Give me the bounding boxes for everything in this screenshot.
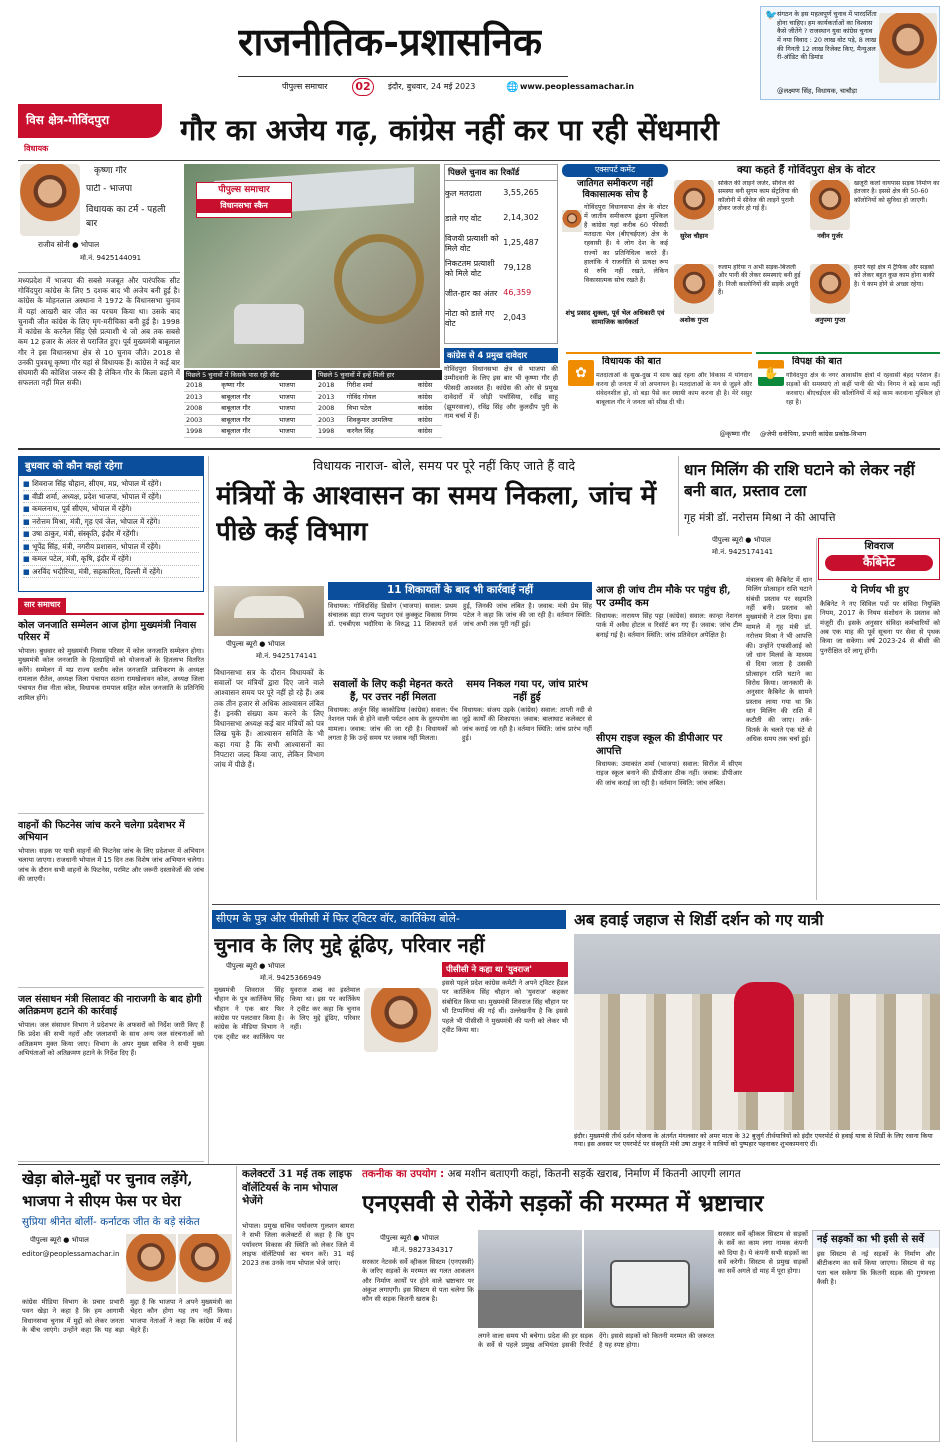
decisions-head: ये निर्णय भी हुए [851, 585, 909, 596]
who-where-item [23, 541, 199, 554]
contenders-body: गोविंदपुरा विधानसभा क्षेत्र से भाजपा की उम्मीदवारी के लिए इस बार भी कृष्णा गौर ही फीसदी आश्वस्त हैं। कांग्रेस की ओर से प्रमुख दावेदारों में जोड़ी पर्चासिया, रवींद्र साहू (झूमरवाला), रविंद्र सिंह और कुलदीप पुरी के नाम चर्चा में हैं। [444, 365, 558, 420]
seat-left-row [184, 414, 312, 425]
who-where-text: वीडी शर्मा, अध्यक्ष, प्रदेश भाजपा, भोपाल में रहेंगे। [32, 491, 162, 501]
record-value: 3,55,265 [503, 188, 539, 198]
lead-phone: मो.नं. 9425144091 [80, 254, 142, 262]
sar-item-body: भोपाल। बुधवार को मुख्यमंत्री निवास परिसर में कोल जनजाति सम्मेलन होगा। मुख्यमंत्री कोल जनजाति के हितग्राहियों को योजनाओं के हितलाभ वितरित करेंगे। सम्मेलन में मप्र राज्य स्तरीय कोल जनजाति प्राधिकरण के अध्यक्ष रामलाल रौतेल, अध्यक्ष जिला पंचायत सतना रामखेलावन कोल, अध्यक्ष जिला पंचायत रीवा नीता कोल, विधायक रामपाल सहित कोल जनजाति के प्रतिनिधि शामिल होंगे। [18, 646, 204, 702]
mla-label: विधायक [18, 142, 54, 157]
pcc-body: इससे पहले प्रदेश कांग्रेस कमेटी ने अपने ट्विटर हैंडल पर कार्तिकेय सिंह चौहान को 'युवराज' कहकर संबोधित किया था। मुख्यमंत्री शिवराज सिंह चौहान पर भी टिप्पणियां की गई थीं। उल्लेखनीय है कि इससे पहले भी पीसीसी ने मुख्यमंत्री की पत्नी को लेकर भी ट्वीट किया था। [442, 979, 568, 1034]
collector-body: भोपाल। प्रमुख सचिव पर्यावरण गुलशन बामरा ने सभी जिला कलेक्टरों से कहा है कि ग्रुप पर्यावरण विकास की स्थिति को लेकर जिले में लाइफ वॉलेंटियर्स का चयन करें। 31 मई 2023 तक उनके नाम भोपाल भेजे जाएं। [242, 1222, 354, 1268]
seat-right-cell: कांग्रेस [416, 426, 442, 437]
bullet-icon: ■ [23, 491, 33, 501]
mla-says-sig: @कृष्णा गौर [719, 430, 750, 438]
mla-says-box [566, 352, 752, 440]
kharge-headline-1: खेड़ा बोले-मुद्दों पर चुनाव लड़ेंगे, [22, 1170, 193, 1188]
voter-name: सुरेश चौहान [680, 231, 708, 240]
sar-list [18, 618, 204, 1162]
voter-card [672, 178, 804, 258]
kharge-byline: पीपुल्स ब्यूरो ● भोपाल [30, 1236, 89, 1244]
sar-item-body: भोपाल। सड़क पर यात्री वाहनों की फिटनेस जांच के लिए प्रदेशभर में अभियान चलाया जाएगा। राजधानी भोपाल में 15 दिन तक विशेष जांच अभियान चलेगा। जांच के दौरान सभी वाहनों के फिटनेस, परमिट और जरूरी दस्तावेजों की जांच की जाएगी। [18, 846, 204, 884]
voter-photo [674, 180, 714, 230]
sar-item-head: कोल जनजाति सम्मेलन आज होगा मुख्यमंत्री निवास परिसर में [18, 620, 197, 644]
expert-photo [562, 210, 582, 232]
record-value: 2,14,302 [503, 213, 539, 223]
record-table [445, 181, 557, 331]
who-where-item [23, 516, 199, 529]
seat-right-row [316, 391, 442, 402]
voter-photo [810, 264, 850, 314]
mla-term: विधायक का टर्म - पहली बार [86, 205, 166, 229]
seat-right-cell: 2018 [316, 380, 345, 391]
who-where-box [18, 456, 204, 592]
seat-left-cell: कृष्णा गौर [219, 380, 277, 391]
seat-table-right [316, 370, 442, 440]
seat-left-cell: बाबूलाल गौर [219, 403, 277, 414]
seat-left-cell: भाजपा [277, 380, 312, 391]
team-head: आज ही जांच टीम मौके पर पहुंच ही, पर उम्मीद कम [596, 585, 731, 609]
bullet-icon: ■ [23, 566, 33, 576]
nsv-body-3: सरकार सर्वे व्हीकल सिस्टम से सड़कों के सर्वे का काम लगा नामक कंपनी को दिया है। ये कंपनी सभी सड़कों का सर्वे करेगी। सिस्टम से प्रमुख सड़कों का सर्वे अगले दो माह में पूरा होगा। [718, 1230, 808, 1276]
seat-right-cell: कांग्रेस [416, 403, 442, 414]
mla-says-body: मतदाताओं के सुख-दुख में साथ खड़े रहना और विकास में योगदान करना ही जनता में जो अपनापन है। मतदाताओं के मन से जुड़ने और संवेदनशील हो, वो बड़ा पैसे कर स्थायी काम करना ही है। मेरे ससुर बाबूलाल गौर ने जनता को सीख दी थी। [596, 372, 752, 406]
masthead-title: राजनीतिक-प्रशासनिक [238, 19, 543, 64]
seat-left-cell: बाबूलाल गौर [219, 414, 277, 425]
nsv-side-head: नई सड़कों का भी इसी से सर्वे [813, 1231, 939, 1248]
record-value: 2,043 [503, 313, 527, 323]
record-label: डाले गए वोट [445, 213, 482, 223]
seat-right-cell: गोविंद गोयल [345, 391, 416, 402]
nsv-kicker-tag: तकनीक का उपयोग : [362, 1168, 445, 1180]
sar-item [18, 818, 204, 988]
questions-box [328, 676, 458, 900]
time-body: विधायक: संजय उइके (कांग्रेस) सवाल: ताप्ती नदी से जुड़े कार्यों की शिकायत। जवाब: बालाघाट कलेक्टर से जांच कराई जा रही है। वर्तमान स्थिति: जांच प्रारंभ नहीं हुई। [462, 706, 592, 743]
seat-left-cell: भाजपा [277, 391, 312, 402]
contenders-box [444, 348, 558, 440]
masthead-date: इंदौर, बुधवार, 24 मई 2023 [388, 82, 476, 91]
opp-says-body: गोविंदपुरा क्षेत्र के नगर आवासीय क्षेत्रों में रहवासी बेहद परेशान हैं। सड़कों की समस्याएं तो कहीं पानी की भी। निगम ने बड़े काम नहीं करवाए। बीएचईएल की कॉलोनियों में बड़े काम करवाना मुश्किल हो रहा है। [786, 372, 940, 406]
nsv-byline: पीपुल्स ब्यूरो ● भोपाल [380, 1234, 439, 1242]
pcc-box [442, 962, 568, 1152]
shirdi-photo [574, 934, 940, 1130]
who-where-head: बुधवार को कौन कहां रहेगा [19, 457, 203, 476]
middle-byline: पीपुल्स ब्यूरो ● भोपाल [226, 640, 285, 648]
scan-label: विधानसभा स्कैन [197, 199, 291, 214]
tweet-author-photo [879, 13, 937, 83]
scan-badge [196, 182, 292, 218]
twitter-body: मुख्यमंत्री शिवराज सिंह चौहान के पुत्र कार्तिकेय सिंह चौहान ने एक बार फिर कांग्रेस पर पलटवार किया है। कांग्रेस के मीडिया विभाग ने एक ट्वीट कर कार्तिकेय पर युवराज शब्द का इस्तेमाल किया था। इस पर कार्तिकेय ने ट्वीट कर कहा कि चुनाव के लिए मुद्दे ढूंढिए, परिवार नहीं। [214, 986, 360, 1041]
seat-table-right-title: पिछले 5 चुनावों में इन्हें मिली हार [316, 370, 442, 380]
voter-card [808, 262, 940, 342]
who-where-item [23, 553, 199, 566]
kharge-headline-2: भाजपा ने सीएम फेस पर घेरा [22, 1192, 181, 1210]
paddy-sub: गृह मंत्री डॉ. नरोत्तम मिश्रा ने की आपत्ति [684, 512, 836, 524]
record-row [445, 206, 557, 231]
opp-says-sig: @जेपी धनोपिया, प्रभारी कांग्रेस प्रकोष्ठ-विभाग [760, 430, 867, 438]
seat-right-row [316, 380, 442, 391]
seat-right-cell: कांग्रेस [416, 380, 442, 391]
seat-left-cell: 2003 [184, 414, 219, 425]
voters-grid [672, 178, 940, 344]
voter-name: अनुपमा गुप्ता [814, 315, 846, 324]
complaints-head: 11 शिकायतों के बाद भी कार्रवाई नहीं [328, 582, 592, 600]
expert-tag: एक्सपर्ट कमेंट [562, 164, 668, 177]
voter-card [672, 262, 804, 342]
team-body: विधायक: नारायण सिंह पट्टा (कांग्रेस) सवाल: कान्हा नेशनल पार्क में अवैध होटल व रिसॉर्ट बन गए हैं। जवाब: जांच टीम बनाई गई है। वर्तमान स्थिति: जांच प्रतिवेदन अपेक्षित है। [596, 612, 742, 639]
bullet-icon: ■ [23, 516, 33, 526]
record-box [444, 164, 558, 344]
seat-left-row [184, 391, 312, 402]
seat-right-cell: गिरीश शर्मा [345, 380, 416, 391]
voter-photo [674, 264, 714, 314]
who-where-text: उषा ठाकुर, मंत्री, संस्कृति, इंदौर में रहेंगी। [32, 529, 139, 539]
seat-right-cell: 2013 [316, 391, 345, 402]
voters-head: क्या कहते हैं गोविंदपुरा क्षेत्र के वोटर [736, 164, 876, 176]
seat-right-row [316, 403, 442, 414]
shivraj-head: शिवराज [864, 541, 894, 552]
collector-headline: कलेक्टरों 31 मई तक लाइफ वॉलेंटियर्स के नाम भोपाल भेजेंगे [242, 1168, 352, 1208]
expert-box [562, 164, 668, 348]
mla-party: पार्टी - भाजपा [86, 184, 133, 194]
nsv-kicker [362, 1168, 940, 1182]
seat-table-left-title: पिछले 5 चुनावों में किसके पास रही सीट [184, 370, 312, 380]
voter-photo [810, 180, 850, 230]
expert-body: गोविंदपुरा विधानसभा क्षेत्र के वोटर में जातीय समीकरण ढूंढना मुश्किल है कांग्रेस यहां करीब 60 फीसदी मतदाता भेल (बीएचईएल) क्षेत्र के रहवासी हैं। ये लोग देश के कई राज्यों का प्रतिनिधित्व करते हैं। हालांकि ये राजनीति से प्रत्यक्ष रूप से रुचि नहीं रखते, लेकिन विकासात्मक सोच रखते हैं। [584, 203, 668, 284]
middle-kicker: विधायक नाराज- बोले, समय पर पूरे नहीं किए जाते हैं वादे [312, 458, 576, 473]
sar-tag [18, 598, 204, 615]
record-row [445, 306, 557, 331]
twitter-kicker: सीएम के पुत्र और पीसीसी में फिर ट्विटर वॉर, कार्तिकेय बोले- [212, 910, 566, 929]
record-label: निकटतम प्रत्याशी को मिले वोट [445, 259, 495, 278]
complaints-body: विधायक: गोविंदसिंह डिसोन (भाजपा) सवाल: प्रथम संचालक सड़ा राज्य पशुधन एवं कुक्कुट विकास निगम डॉ. एचबीएस भदौरिया के विरुद्ध 11 शिकायतें दर्ज हुईं, जिनकी जांच लंबित है। जवाब: मंत्री प्रेम सिंह पटेल ने कहा कि जांच की जा रही है। वर्तमान स्थिति: जांच अभी तक पूरी नहीं हुई। [328, 601, 592, 629]
middle-body: विधानसभा सत्र के दौरान विधायकों के सवालों पर मंत्रियों द्वारा दिए जाने वाले आश्वासन समय पर पूरे नहीं हो रहे हैं। अब तक तीन हजार से अधिक आश्वासन लंबित हैं। इनकी संख्या कम करने के लिए विधानसभा अध्यक्ष कई बार मंत्रियों को पत्र लिख चुके हैं। आश्वासन समिति के भी कहा गया है कि सभी आश्वासनों का निपटारा जल्द किया जाए, लेकिन विभाग जांच में पीछे हैं। [214, 668, 324, 769]
shirdi-caption: इंदौर। मुख्यमंत्री तीर्थ दर्शन योजना के अंतर्गत मंगलवार को अमर माता के 32 बुजुर्ग तीर्थयात्रियों को इंदौर एयरपोर्ट से हवाई यात्रा से शिर्डी के लिए रवाना किया गया। इस अवसर पर एयरपोर्ट पर संस्कृति मंत्री उषा ठाकुर ने यात्रियों को पुष्पहार पहनाकर शुभकामनाएं दीं। [574, 1132, 933, 1149]
cabinet-box [818, 538, 940, 580]
shirdi-headline: अब हवाई जहाज से शिर्डी दर्शन को गए यात्री [574, 911, 824, 929]
who-where-text: कमलनाथ, पूर्व सीएम, भोपाल में रहेंगे। [32, 504, 132, 514]
tweet-box [760, 6, 940, 100]
nsv-photo-road [478, 1230, 582, 1328]
who-where-item [23, 478, 199, 491]
voter-text: सोकेत की लाइनें जर्जर, सीवेज की समस्या बनी सुगम काम सेंट्रलिया की कॉलोनी में सीवेज की लाइनें पुरानी होकर जर्जर हो गई हैं। [718, 179, 798, 213]
sar-item [18, 618, 204, 814]
seat-left-cell: भाजपा [277, 414, 312, 425]
voter-name: अशोक गुप्ता [679, 315, 709, 324]
sar-item-head: वाहनों की फिटनेस जांच करने चलेगा प्रदेशभर में अभियान [18, 820, 185, 844]
page-number: 02 [352, 78, 374, 96]
voters-box [672, 164, 940, 350]
twitter-byline: पीपुल्स ब्यूरो ● भोपाल [226, 962, 285, 970]
seat-left-row [184, 403, 312, 414]
nsv-body-1: सरकार नेटवर्क सर्वे व्हीकल सिस्टम (एनएसवी) के जरिए सड़कों के मरम्मत का गलत आकलन और निर्माण कार्यों पर होने वाले भ्रष्टाचार पर अंकुश लगाएगी। इस सिस्टम से पता चलेगा कि कौन सी सड़क कितनी खराब है। [362, 1258, 474, 1304]
complaints-box [328, 582, 592, 674]
expert-head: जातिगत समीकरण नहीं विकासात्मक सोच है [577, 178, 653, 200]
who-where-text: भूपेंद्र सिंह, मंत्री, नगरीय प्रशासन, भोपाल में रहेंगे। [32, 541, 161, 551]
record-row [445, 281, 557, 306]
seat-right-row [316, 414, 442, 425]
nsv-body-2: लगने वाला समय भी बचेगा। प्रदेश की हर सड़क के सर्वे से पहले प्रमुख अभियंता इसकी रिपोर्ट देंगे। इससे सड़कों को कितनी मरम्मत की जरूरत है यह स्पष्ट होगा। [478, 1332, 714, 1350]
sar-item [18, 992, 204, 1162]
kartikeya-photo [364, 988, 438, 1052]
lead-body: मध्यप्रदेश में भाजपा की सबसे मजबूत और पारंपरिक सीट गोविंदपुरा कांग्रेस के लिए 5 दशक बाद भी अजेय बनी हुई है। कांग्रेस के मोहनलाल अस्थाना ने 1972 के विधानसभा चुनाव में यहां आखरी बार जीत का परचम किया था। उसके बाद चुनावी जीत कांग्रेस के लिए मृग-मरीचिका बनी हुई है। 1998 में कांग्रेस के करनैल सिंह ऐसे प्रत्याशी थे जो अब तक सबसे कम 12 हजार के अंतर से पराजित हुए। पूर्व मुख्यमंत्री बाबूलाल गौर ने इस विधानसभा क्षेत्र से 10 चुनाव जीते। 2018 से उनकी पुत्रवधू कृष्णा गौर यहां से विधायक हैं। कांग्रेस ने कई बार संघमारी की कोशिश जरूर की है लेकिन गौर के किला ढहाने में सफलता नहीं मिल सकी। [18, 276, 180, 388]
who-where-item [23, 491, 199, 504]
middle-phone: मो.नं. 9425174141 [256, 652, 318, 660]
mla-name: कृष्णा गौर [94, 166, 127, 176]
contenders-head: कांग्रेस से 4 प्रमुख दावेदार [444, 348, 558, 363]
paddy-headline: धान मिलिंग की राशि घटाने को लेकर नहीं बनी बात, प्रस्ताव टला [684, 461, 915, 501]
nsv-side-box [812, 1230, 940, 1442]
bullet-icon: ■ [23, 554, 33, 564]
sar-item-body: भोपाल। जल संसाधन विभाग ने प्रदेशभर के अफसरों को निर्देश जारी किए हैं कि प्रदेश की सभी नहरों और जलाशयों के साथ अन्य जल संरचनाओं को अतिक्रमण मुक्त किया जाए। विभाग के अपर मुख्य सचिव ने सभी मुख्य अभियंताओं को अतिक्रमण हटाने के निर्देश दिए हैं। [18, 1020, 204, 1058]
record-title: पिछले चुनाव का रिकॉर्ड [445, 165, 557, 181]
paddy-body: मंत्रालय की कैबिनेट में धान मिलिंग प्रोत्साहन राशि घटाने संबंधी प्रस्ताव पर सहमति नहीं बनी। प्रस्ताव को मुख्यमंत्री ने टाल दिया। इस मामले में गृह मंत्री डॉ. नरोत्तम मिश्रा ने भी आपत्ति की। उन्होंने एफसीआई को जो धान मिलर्स के माध्यम से दिया जाता है उसकी प्रोत्साहन राशि घटाने का विरोध किया। जानकारी के अनुसार कैबिनेट के सामने प्रस्ताव लाया गया था कि धान मिलिंग की राशि में कटौती की जाए। तर्क-वितर्क के चलते एक घंटे से अधिक समय तक चर्चा हुई। [746, 576, 812, 744]
lead-headline: गौर का अजेय गढ़, कांग्रेस नहीं कर पा रही सेंधमारी [180, 113, 719, 147]
who-where-text: शिवराज सिंह चौहान, सीएम, मप्र, भोपाल में रहेंगे। [32, 479, 162, 489]
seat-right-cell: 2003 [316, 414, 345, 425]
who-where-text: नरोत्तम मिश्रा, मंत्री, गृह एवं जेल, भोपाल में रहेंगे। [32, 516, 161, 526]
section-tag [18, 104, 162, 138]
record-value: 46,359 [503, 288, 532, 298]
team-box [596, 582, 742, 726]
seat-left-cell: भाजपा [277, 426, 312, 437]
vidhansabha-photo [214, 586, 324, 636]
nsv-headline: एनएसवी से रोकेंगे सड़कों की मरम्मत में भ्रष्टाचार [362, 1190, 764, 1217]
record-label: कुल मतदाता [445, 188, 482, 198]
nsv-side-body: इस सिस्टम से नई सड़कों के निर्माण और बीटीकरण का सर्वे किया जाएगा। सिस्टम से यह पता चल सकेगा कि कितनी सड़क की गुणवत्ता कैसी है। [817, 1250, 935, 1287]
voter-text: हमारे यहां क्षेत्र में ट्रैफिक और सड़कों को लेकर बहुत कुछ काम होना बाकी है। ये काम होने से अच्छा रहेगा। [854, 263, 935, 288]
middle-headline: मंत्रियों के आश्वासन का समय निकला, जांच में पीछे कई विभाग [216, 481, 657, 547]
mla-card [18, 142, 178, 268]
seat-left-row [184, 426, 312, 437]
bullet-icon: ■ [23, 504, 33, 514]
seat-left-cell: 2018 [184, 380, 219, 391]
mla-says-head: विधायक की बात [602, 356, 662, 367]
paddy-phone: मो.नं. 9425174141 [712, 548, 774, 556]
record-label: नोटा को डाले गए वोट [445, 309, 495, 328]
who-where-text: अरविंद भदौरिया, मंत्री, सहकारिता, दिल्ली में रहेंगे। [32, 566, 163, 576]
bullet-icon: ■ [23, 541, 33, 551]
tweet-handle: @लक्ष्मण सिंह, विधायक, चाचौड़ा [777, 87, 857, 95]
twitter-phone: मो.नं. 9425366949 [260, 974, 322, 982]
opp-says-head: विपक्ष की बात [792, 356, 843, 367]
who-where-item [23, 528, 199, 541]
who-where-text: कमल पटेल, मंत्री, कृषि, इंदौर में रहेंगे। [32, 554, 132, 564]
questions-head: सवालों के लिए कड़ी मेहनत करते हैं, पर उत्तर नहीं मिलता [333, 679, 453, 703]
cabinet-head: कैबिनेट [825, 555, 933, 571]
seat-right-cell: कांग्रेस [416, 391, 442, 402]
seat-left-cell: 2013 [184, 391, 219, 402]
tweet-text: संगठन के इस महत्वपूर्ण चुनाव में पारदर्शिता होना चाहिए। हम कार्यकर्ताओं का विश्वास कैसे जीतेंगे ? राजस्थान युवा कांग्रेस चुनाव में नया विवाद : 20 लाख वोट पड़े, 8 लाख की गिनती 12 लाख रिजेक्ट किए, मैन्युअल री-ऑडिट की डिमांड [777, 10, 877, 62]
record-row [445, 181, 557, 206]
record-row [445, 256, 557, 281]
masthead-paper: पीपुल्स समाचार [282, 82, 328, 91]
voter-card [808, 178, 940, 258]
kharge-sub: सुप्रिया श्रीनेत बोलीं- कर्नाटक जीत के बड़े संकेत [22, 1216, 200, 1228]
seat-right-cell: कांग्रेस [416, 414, 442, 425]
seat-left-cell: 2008 [184, 403, 219, 414]
bullet-icon: ■ [23, 529, 33, 539]
section-tag-text: विस क्षेत्र-गोविंदपुरा [26, 113, 110, 127]
who-where-item [23, 503, 199, 516]
mla-photo [20, 164, 80, 236]
seat-left-cell: 1998 [184, 426, 219, 437]
voter-text: खजूरी कलां वायपास सड़क निर्माण का इंतजार है। इससे क्षेत्र की 50-60 कॉलोनियों को सुविधा हो जाएगी। [854, 179, 940, 204]
seat-left-cell: बाबूलाल गौर [219, 391, 277, 402]
nsv-phone: मो.नं. 9827334317 [392, 1246, 454, 1254]
questions-body: विधायक: अर्जुन सिंह काकोडिया (कांग्रेस) सवाल: पेंच नेशनल पार्क से होने वाली पर्यटन आय के दुरुपयोग का मामला। जवाब: जांच की जा रही है। विधायकों को लगता है कि उन्हें समय पर जवाब नहीं मिलता। [328, 706, 458, 743]
who-where-item [23, 566, 199, 579]
sar-tag-text: सार समाचार [18, 598, 66, 613]
nsv-photo-vehicle [584, 1230, 714, 1328]
seat-right-row [316, 426, 442, 437]
record-label: विजयी प्रत्याशी को मिले वोट [445, 234, 499, 253]
school-head: सीएम राइज स्कूल की डीपीआर पर आपत्ति [596, 733, 723, 757]
twitter-headline: चुनाव के लिए मुद्दे ढूंढिए, परिवार नहीं [214, 933, 485, 957]
sar-item-head: जल संसाधन मंत्री सिलावट की नाराजगी के बाद होगी अतिक्रमण हटाने की कार्रवाई [18, 994, 202, 1018]
record-row [445, 231, 557, 256]
seat-table-left [184, 370, 312, 440]
record-label: जीत-हार का अंतर [445, 288, 498, 298]
kharge-body: कांग्रेस मीडिया विभाग के प्रचार प्रभारी पवन खेड़ा ने कहा है कि हम आगामी विधानसभा चुनाव में मुद्दों को लेकर जनता के बीच जाएंगे। उन्होंने कहा कि यह बड़ा मुद्दा है कि भाजपा ने अपने मुख्यमंत्री का चेहरा कौन होगा यह तय नहीं किया। भाजपा नेताओं ने कहा कि कांग्रेस में कई चेहरे हैं। [22, 1298, 232, 1335]
kharge-email[interactable]: editor@peoplessamachar.in [22, 1250, 120, 1258]
who-where-list [19, 476, 203, 580]
pcc-tag: पीसीसी ने कहा था 'युवराज' [442, 962, 568, 977]
voter-name: नवीन गुर्जर [817, 231, 843, 240]
voter-text: रुलाम हरिया न अभी सड़क-बिजली और पानी की लेकर समस्याएं बनी हुई हैं। निजी कालोनियों की सड़कें अधूरी हैं। [718, 263, 801, 297]
expert-sig: शंभु प्रसाद शुक्ला, पूर्व भेल अधिकारी एवं सामाजिक कार्यकर्ता [565, 309, 665, 326]
time-box [462, 676, 592, 900]
seat-right-cell: शिवकुमार उरमलिया [345, 414, 416, 425]
time-head: समय निकल गया पर, जांच प्रारंभ नहीं हुई [466, 679, 588, 703]
seat-right-cell: विभा पटेल [345, 403, 416, 414]
seat-left-row [184, 380, 312, 391]
seat-left-cell: भाजपा [277, 403, 312, 414]
twitter-bird-icon: 🐦 [765, 10, 778, 21]
seat-right-cell: 1998 [316, 426, 345, 437]
lead-byline: राजीव सोनी ● भोपाल [38, 240, 100, 249]
globe-icon: 🌐 [506, 82, 519, 93]
seat-left-cell: बाबूलाल गौर [219, 426, 277, 437]
congress-logo-icon: ✋ [758, 360, 784, 386]
twitter-body-2 [364, 1054, 438, 1152]
paddy-byline: पीपुल्स ब्यूरो ● भोपाल [712, 536, 771, 544]
seat-right-cell: 2008 [316, 403, 345, 414]
record-value: 1,25,487 [503, 238, 539, 248]
school-body: विधायक: उमाकांत शर्मा (भाजपा) सवाल: सिरोंज में सीएम राइज स्कूल बनाने की डीपीआर ठीक नहीं। जवाब: डीपीआर की जांच कराई जा रही है। वर्तमान स्थिति: जांच लंबित। [596, 760, 742, 787]
scan-brand: पीपुल्स समाचार [218, 185, 270, 195]
decisions-body: कैबिनेट ने नए सिविल पदों पर संविदा नियुक्ति नियम, 2017 के नियम संशोधन के प्रस्ताव को मंजूरी दी। इसके अनुसार संविदा कर्मचारियों को अब एक माह की पूर्व सूचना पर सेवा से पृथक किया जा सकेगा। वर्ष 2023-24 से बीसी की पुनरीक्षित दरें लागू होंगी। [820, 600, 940, 655]
opp-says-box [756, 352, 940, 440]
masthead-website[interactable]: www.peoplessamachar.in [520, 82, 635, 91]
bullet-icon: ■ [23, 479, 33, 489]
record-value: 79,128 [503, 263, 532, 273]
seat-right-cell: करनैल सिंह [345, 426, 416, 437]
bjp-logo-icon: ✿ [568, 360, 594, 386]
nsv-kicker-text: अब मशीन बताएगी कहां, कितनी सड़कें खराब, निर्माण में कितनी आएगी लागत [447, 1168, 741, 1180]
school-box [596, 730, 742, 900]
